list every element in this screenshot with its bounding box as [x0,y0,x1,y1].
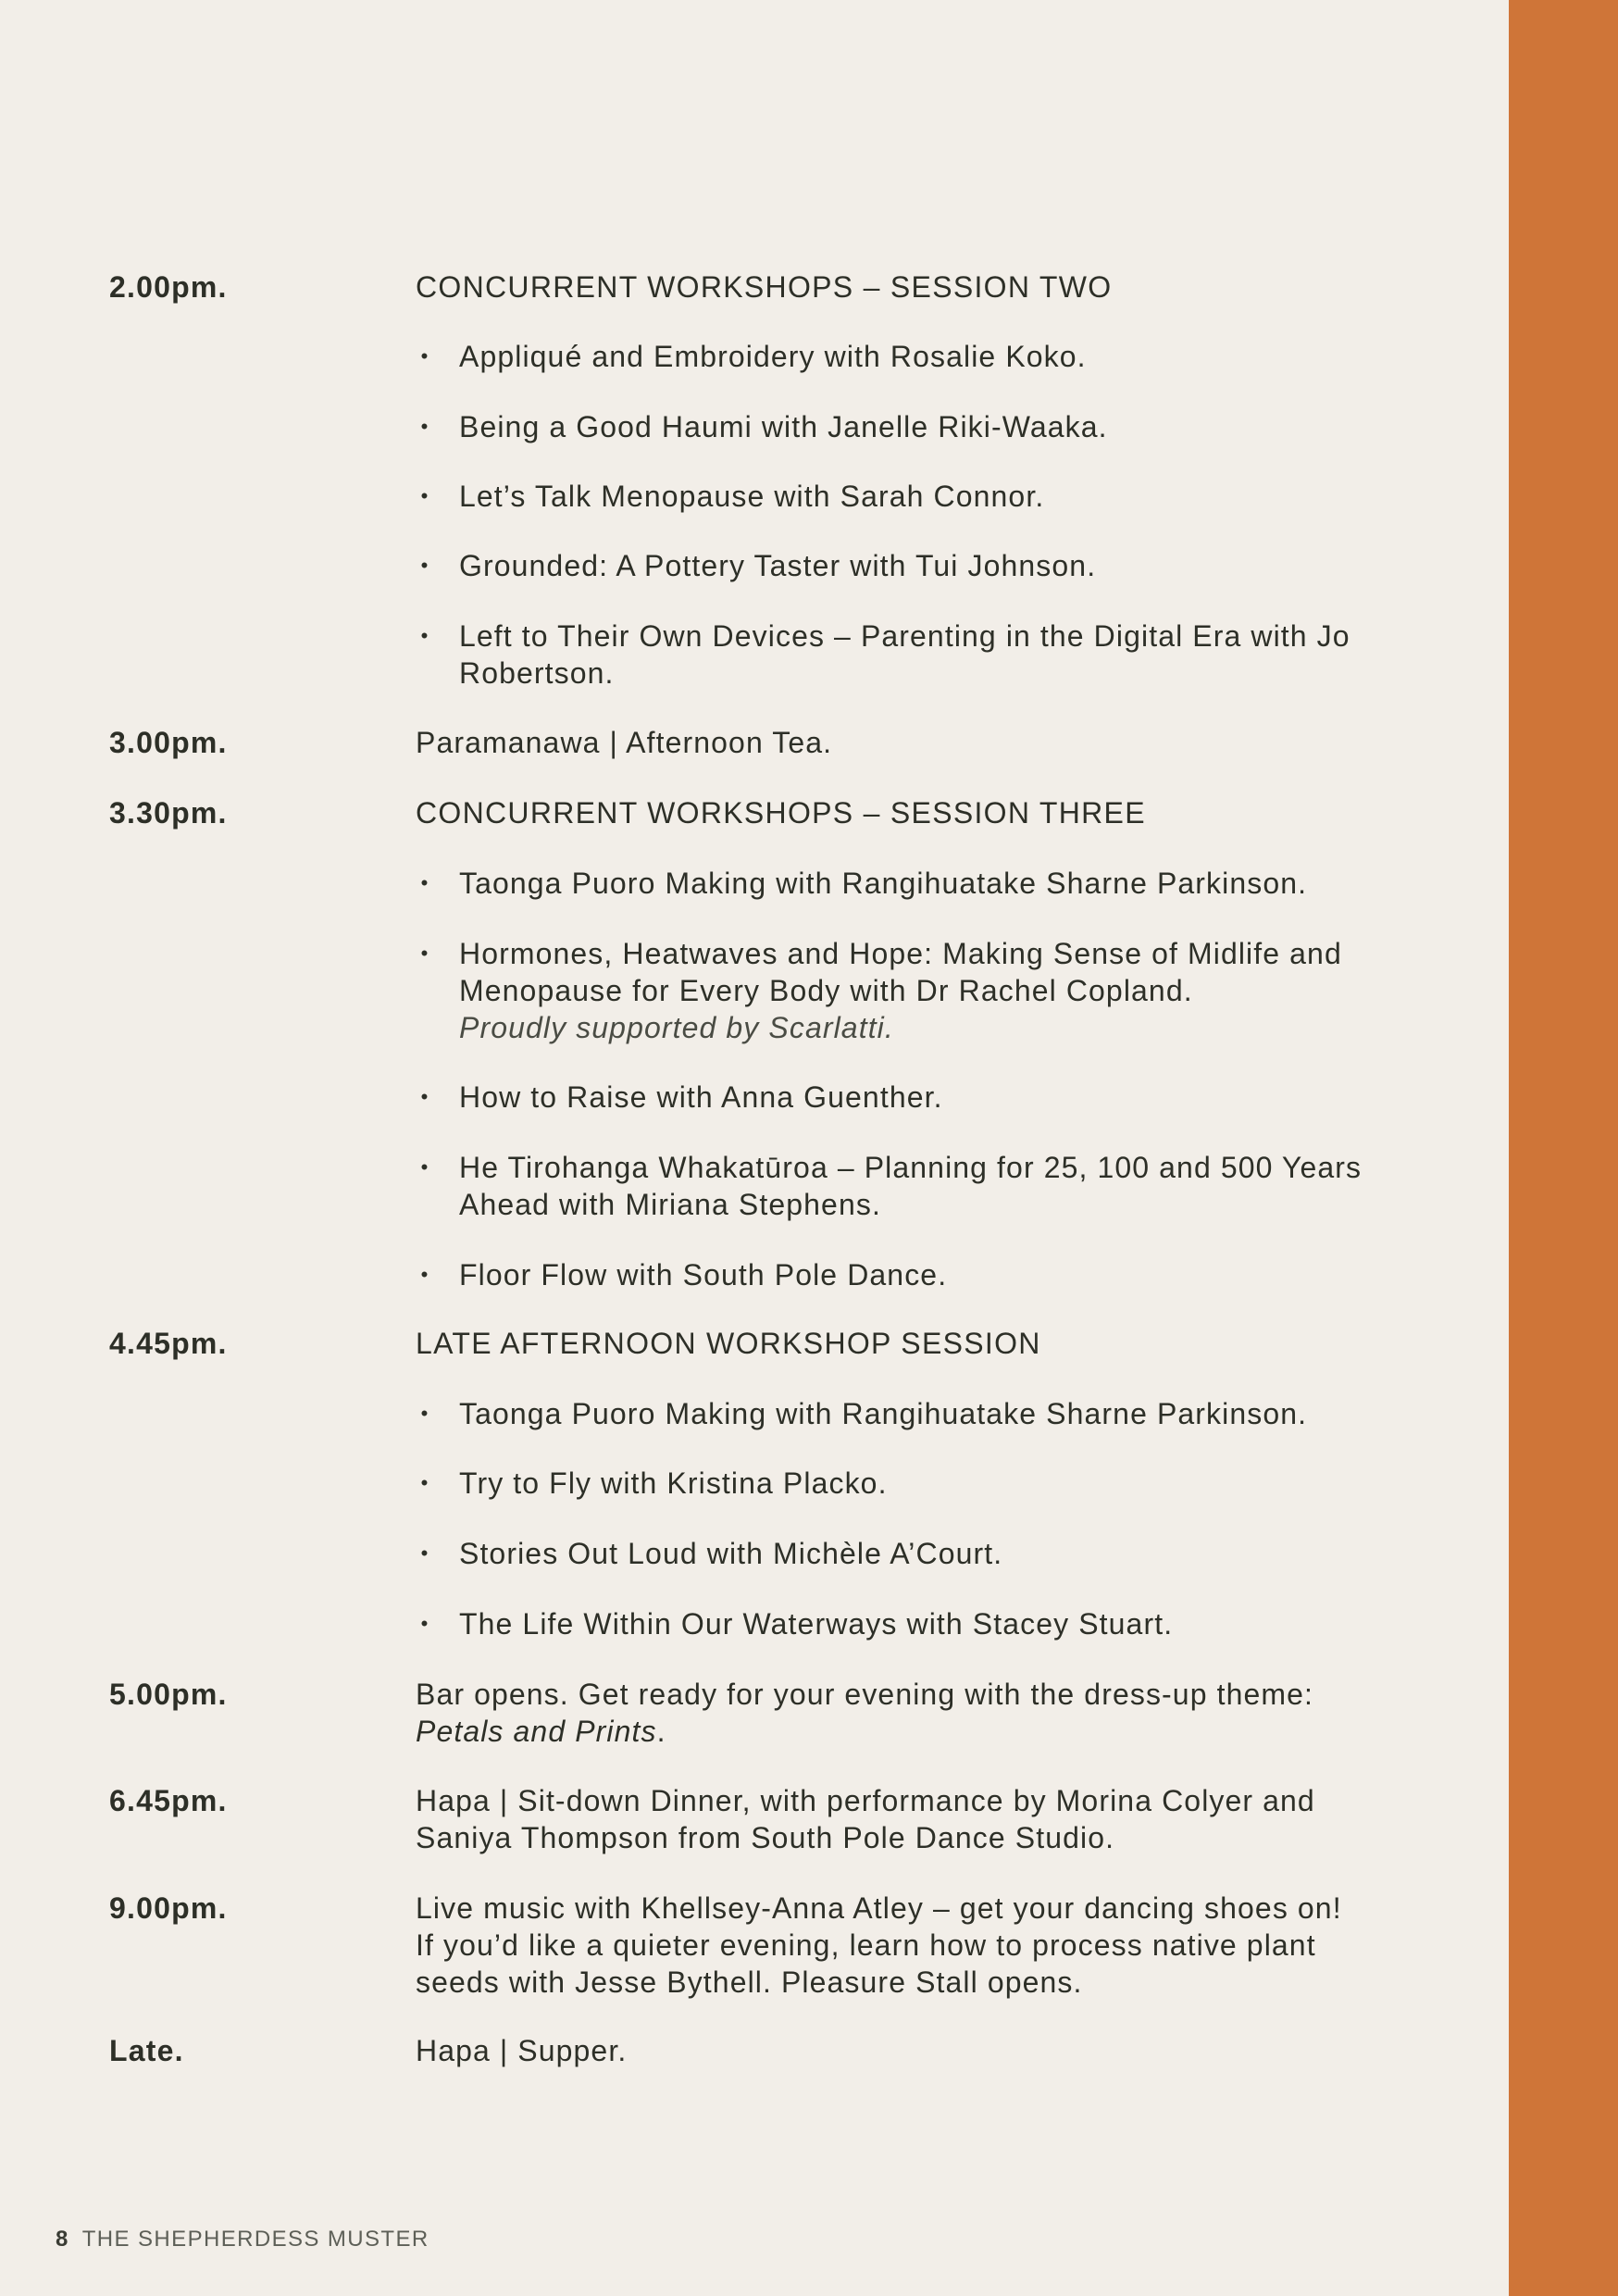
list-item [416,338,1489,375]
workshop-title: Appliqué and Embroidery with Rosalie Koko. [459,340,1087,373]
entry-content: Hapa | Supper. [416,2034,628,2067]
workshop-title: Being a Good Haumi with Janelle Riki-Waaka. [459,410,1108,443]
entry-time: 3.30pm. [109,796,228,830]
entry-time: 2.00pm. [109,270,228,304]
workshop-title: Grounded: A Pottery Taster with Tui Johnson. [459,549,1097,582]
session-heading: CONCURRENT WORKSHOPS – SESSION THREE [416,796,1146,830]
list-item [416,1535,1489,1572]
bullet-icon: • [420,1402,429,1425]
orange-side-band [1509,0,1618,2296]
workshop-title: The Life Within Our Waterways with Stacey Stuart. [459,1607,1174,1641]
list-item [416,547,1489,584]
theme-suffix: . [656,1715,666,1748]
entry-content [416,794,1489,1293]
entry-time: 3.00pm. [109,726,228,759]
workshop-title: How to Raise with Anna Guenther. [459,1080,943,1114]
list-item [416,935,1385,1046]
bullet-icon: • [420,1085,429,1108]
page-footer [56,2227,429,2252]
list-item [416,1149,1375,1223]
entry-time: 5.00pm. [109,1678,228,1711]
list-item [416,865,1489,902]
entry-content: Live music with Khellsey-Anna Atley – get your dancing shoes on! If you’d like a quieter evening, learn how to process native plant seeds with Jesse Bythell. Pleasure Stall opens. [416,1891,1342,1999]
entry-content [416,1325,1489,1642]
workshop-title: Stories Out Loud with Michèle A’Court. [459,1537,1003,1570]
page-number: 8 [56,2227,69,2252]
entry-content: Hapa | Sit-down Dinner, with performance by Morina Colyer and Saniya Thompson from South Pole Dance Studio. [416,1784,1315,1854]
workshop-title: Let’s Talk Menopause with Sarah Connor. [459,480,1045,513]
entry-content: Paramanawa | Afternoon Tea. [416,726,833,759]
workshop-title: He Tirohanga Whakatūroa – Planning for 25, 100 and 500 Years Ahead with Miriana Stephens. [459,1151,1363,1221]
bullet-icon: • [420,554,429,577]
workshop-title: Left to Their Own Devices – Parenting in the Digital Era with Jo Robertson. [459,619,1350,690]
publication-title: THE SHEPHERDESS MUSTER [81,2227,429,2252]
workshop-list [416,865,1489,1293]
list-item [416,1079,1489,1116]
sponsor-note: Proudly supported by Scarlatti. [459,1011,894,1044]
workshop-title: Taonga Puoro Making with Rangihuatake Sharne Parkinson. [459,867,1308,900]
entry-time: 9.00pm. [109,1891,228,1925]
list-item [416,1395,1489,1432]
workshop-title: Try to Fly with Kristina Placko. [459,1466,888,1500]
list-item [416,1465,1489,1502]
entry-content [416,1676,1489,1750]
workshop-title: Taonga Puoro Making with Rangihuatake Sharne Parkinson. [459,1397,1308,1430]
workshop-list [416,338,1489,692]
bullet-icon: • [420,1155,429,1179]
workshop-title: Hormones, Heatwaves and Hope: Making Sense of Midlife and Menopause for Every Body with Dr Rachel Copland. [459,937,1342,1007]
bullet-icon: • [420,415,429,438]
entry-time: 4.45pm. [109,1327,228,1360]
bullet-icon: • [420,484,429,507]
dress-up-theme: Petals and Prints [416,1715,657,1748]
bullet-icon: • [420,1541,429,1565]
bullet-icon: • [420,1612,429,1635]
bullet-icon: • [420,344,429,368]
bullet-icon: • [420,942,429,965]
bullet-icon: • [420,624,429,647]
list-item [416,618,1422,692]
bullet-icon: • [420,1471,429,1494]
workshop-list [416,1395,1489,1642]
entry-time: Late. [109,2034,184,2067]
list-item [416,1256,1489,1293]
session-heading: LATE AFTERNOON WORKSHOP SESSION [416,1327,1041,1360]
entry-text: Bar opens. Get ready for your evening with the dress-up theme: [416,1678,1314,1711]
session-heading: CONCURRENT WORKSHOPS – SESSION TWO [416,270,1113,304]
entry-time: 6.45pm. [109,1784,228,1817]
bullet-icon: • [420,1263,429,1286]
bullet-icon: • [420,871,429,894]
list-item [416,408,1489,445]
list-item [416,1605,1489,1642]
list-item [416,478,1489,515]
workshop-title: Floor Flow with South Pole Dance. [459,1258,948,1292]
entry-content [416,268,1489,692]
